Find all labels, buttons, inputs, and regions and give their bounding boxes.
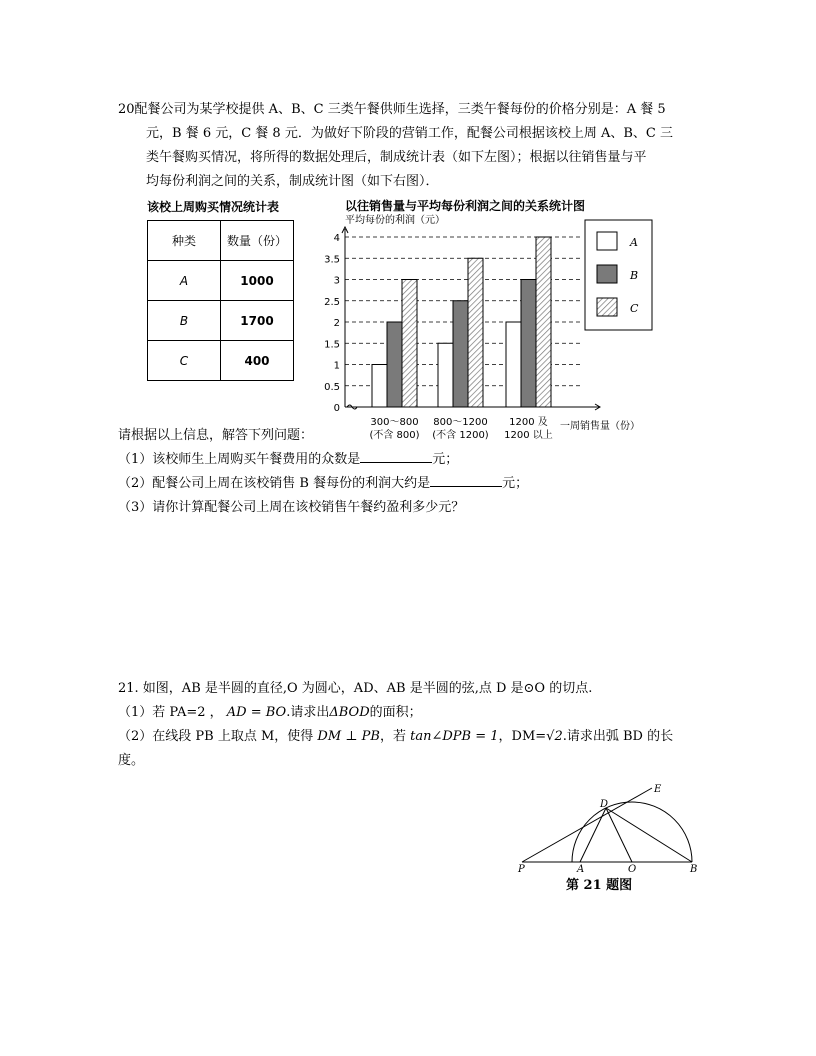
q20-sub-3: （3）请你计算配餐公司上周在该校销售午餐约盈利多少元？ xyxy=(118,500,465,515)
y-tick-label: 2 xyxy=(333,318,340,329)
purchase-table xyxy=(147,220,294,381)
q20-sub-1-text: （1）该校师生上周购买午餐费用的众数是 xyxy=(118,452,361,467)
answer-blank-1[interactable] xyxy=(360,448,432,463)
q20-line-1: 20配餐公司为某学校提供 A、B、C 三类午餐供师生选择，三类午餐每份的价格分别是：A 餐 5 xyxy=(118,102,666,117)
legend-swatch xyxy=(597,265,617,283)
math-expression: √2 xyxy=(546,729,563,744)
y-tick-label: 1.5 xyxy=(324,339,340,351)
table-header-row xyxy=(148,221,294,261)
x-tick-label: (不含 800) xyxy=(369,430,420,441)
table-cell-quantity: 1000 xyxy=(221,261,294,301)
bar xyxy=(402,280,417,408)
geometry-figure xyxy=(510,780,710,875)
math-expression: DM ⊥ PB xyxy=(317,729,380,744)
q20-line-4: 均每份利润之间的关系，制成统计图（如下右图）． xyxy=(146,174,439,189)
table-row xyxy=(148,261,294,301)
x-tick-label: 300～800 xyxy=(370,417,419,428)
math-expression: AD = BO xyxy=(226,705,287,720)
bar xyxy=(372,365,387,408)
table-cell-category: A xyxy=(148,261,221,301)
point-label-a: A xyxy=(577,864,585,875)
point-label-e: E xyxy=(654,784,662,795)
q21-line-2-text: .请求出 xyxy=(286,705,330,720)
y-tick-label: 2.5 xyxy=(324,296,340,308)
q20-sub-2-unit: 元； xyxy=(502,476,529,491)
bar xyxy=(453,301,468,407)
y-tick-label: 0 xyxy=(333,403,340,414)
table-title: 该校上周购买情况统计表 xyxy=(147,200,280,214)
q21-line-1: 21. 如图，AB 是半圆的直径,O 为圆心，AD、AB 是半圆的弦,点 D 是⊙O 的切点. xyxy=(118,681,593,696)
point-label-b: B xyxy=(690,864,698,875)
legend-box xyxy=(585,220,652,330)
bar xyxy=(536,237,551,407)
bar xyxy=(438,343,453,407)
q21-line-3-text: ，若 xyxy=(379,729,406,744)
q20-sub-2 xyxy=(118,472,528,496)
q21-line-2-text: （1）若 PA=2 ， xyxy=(118,705,223,720)
y-tick-label: 3 xyxy=(333,275,340,287)
chart-x-axis-label: 一周销售量（份） xyxy=(560,421,640,432)
bar xyxy=(521,280,536,408)
question-20 xyxy=(118,98,698,194)
q21-line-2 xyxy=(118,701,718,725)
chart-y-axis-label: 平均每份的利润（元） xyxy=(345,215,445,226)
bar xyxy=(506,322,521,407)
q21-line-2-text: 的面积； xyxy=(369,705,422,720)
legend-label: A xyxy=(630,236,638,249)
table-cell-category: B xyxy=(148,301,221,341)
semicircle xyxy=(572,802,692,862)
bar xyxy=(387,322,402,407)
table-cell-quantity: 400 xyxy=(221,341,294,381)
table-header-cell: 数量（份） xyxy=(221,221,294,261)
bar xyxy=(468,258,483,407)
q21-line-3-text: ，DM= xyxy=(498,729,547,744)
legend-label: B xyxy=(630,269,639,282)
x-tick-label: (不含 1200) xyxy=(432,430,489,441)
point-label-d: D xyxy=(600,799,609,810)
q21-line-3-text: （2）在线段 PB 上取点 M，使得 xyxy=(118,729,314,744)
q20-prompt: 请根据以上信息，解答下列问题： xyxy=(118,428,314,443)
q21-line-4: 度。 xyxy=(118,753,145,768)
legend-label: C xyxy=(630,302,639,315)
x-tick-label: 1200 以上 xyxy=(504,430,553,441)
chart-title: 以往销售量与平均每份利润之间的关系统计图 xyxy=(345,199,586,213)
y-tick-label: 0.5 xyxy=(324,381,340,393)
q20-sub-1-unit: 元； xyxy=(432,452,459,467)
point-label-o: O xyxy=(628,864,637,875)
bar-chart xyxy=(310,200,670,445)
answer-blank-2[interactable] xyxy=(430,472,502,487)
q21-line-3 xyxy=(118,725,718,749)
math-expression: ΔBOD xyxy=(329,705,370,720)
table-header-cell: 种类 xyxy=(148,221,221,261)
table-cell-quantity: 1700 xyxy=(221,301,294,341)
q20-sub-1 xyxy=(118,448,528,472)
y-tick-label: 3.5 xyxy=(324,254,340,266)
q21-line-3-text: .请求出弧 BD 的长 xyxy=(562,729,674,744)
figure-caption: 第 21 题图 xyxy=(566,878,633,893)
q20-sub-2-text: （2）配餐公司上周在该校销售 B 餐每份的利润大约是 xyxy=(118,476,431,491)
point-label-p: P xyxy=(518,864,525,875)
x-tick-label: 1200 及 xyxy=(509,417,548,428)
table-cell-category: C xyxy=(148,341,221,381)
math-expression: tan∠DPB = 1 xyxy=(410,729,499,744)
q20-line-3: 类午餐购买情况，将所得的数据处理后，制成统计表（如下左图）；根据以往销售量与平 xyxy=(146,150,647,165)
legend-swatch xyxy=(597,298,617,316)
table-row xyxy=(148,301,294,341)
x-tick-label: 800～1200 xyxy=(433,417,488,428)
q20-line-2: 元，B 餐 6 元，C 餐 8 元．为做好下阶段的营销工作，配餐公司根据该校上周 A、B、C 三 xyxy=(146,126,673,141)
y-tick-label: 4 xyxy=(333,233,340,244)
question-21 xyxy=(118,677,718,773)
y-tick-label: 1 xyxy=(333,360,340,372)
q20-subquestions xyxy=(118,424,528,520)
legend-swatch xyxy=(597,232,617,250)
table-row xyxy=(148,341,294,381)
